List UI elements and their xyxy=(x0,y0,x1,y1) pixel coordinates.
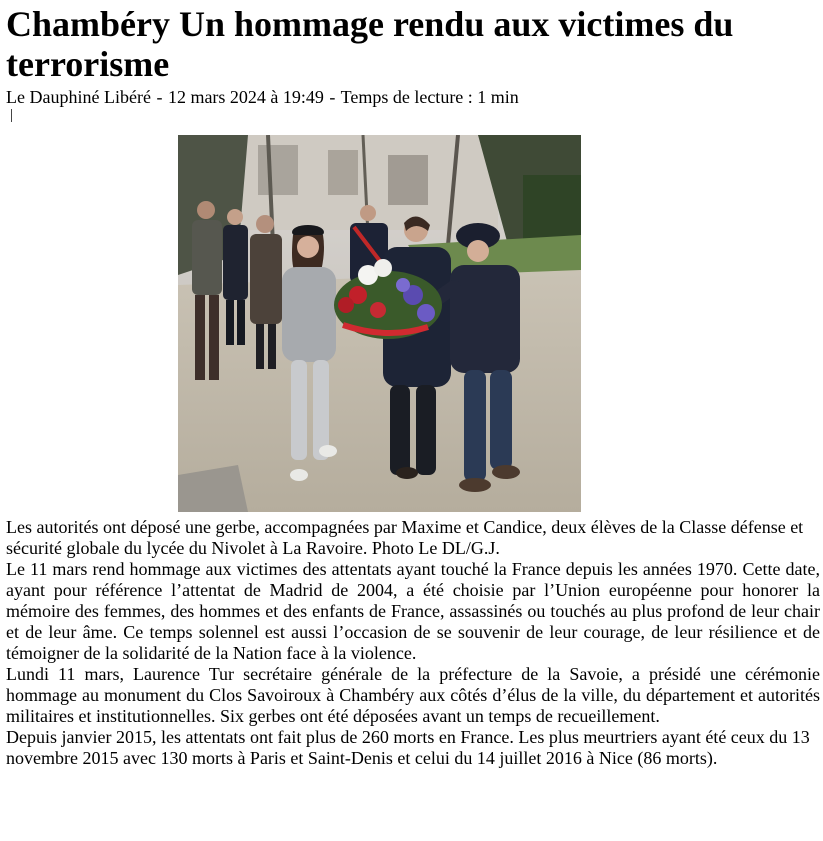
publish-date: 12 mars 2024 à 19:49 xyxy=(167,87,324,107)
article-title: Chambéry Un hommage rendu aux victimes du terrorisme xyxy=(6,4,734,84)
read-time: Temps de lecture : 1 min xyxy=(340,87,519,107)
body-paragraph: Depuis janvier 2015, les attentats ont fait plus de 260 morts en France. Les plus meurtriers ayant été ceux du 13 novembre 2015 avec 130 morts à Paris et Saint-Denis et celui du 14 juillet 2016 à Nice (86 morts). xyxy=(6,727,810,768)
article-page xyxy=(6,0,821,125)
source-name: Le Dauphiné Libéré xyxy=(6,87,151,107)
body-paragraph: Le 11 mars rend hommage aux victimes des attentats ayant touché la France depuis les années 1970. Cette date, ayant pour référence l’attentat de Madrid de 2004, a été choisie par l’Union européenne pour honorer la mémoire des femmes, des hommes et des enfants de France, assassinés ou touchés au plus profond de leur chair et de leur âme. Ce temps solennel est aussi l’occasion de se souvenir de leur courage, de leur résilience et de témoigner de la solidarité de la Nation face à la violence. xyxy=(6,559,820,663)
photo-caption: Les autorités ont déposé une gerbe, accompagnées par Maxime et Candice, deux élèves de la Classe défense et sécurité globale du lycée du Nivolet à La Ravoire. Photo Le DL/G.J. xyxy=(6,517,804,558)
byline-separator: - xyxy=(156,87,163,107)
photo-illustration xyxy=(178,135,581,512)
article-photo xyxy=(178,135,581,512)
divider-bar: | xyxy=(10,107,14,123)
byline-separator: - xyxy=(329,87,336,107)
byline xyxy=(6,87,821,107)
body-paragraph: Lundi 11 mars, Laurence Tur secrétaire générale de la préfecture de la Savoie, a présidé une cérémonie hommage au monument du Clos Savoiroux à Chambéry aux côtés d’élus de la ville, du département et autorités militaires et institutionnelles. Six gerbes ont été déposées avant un temps de recueillement. xyxy=(6,664,820,726)
article-body xyxy=(6,517,820,769)
